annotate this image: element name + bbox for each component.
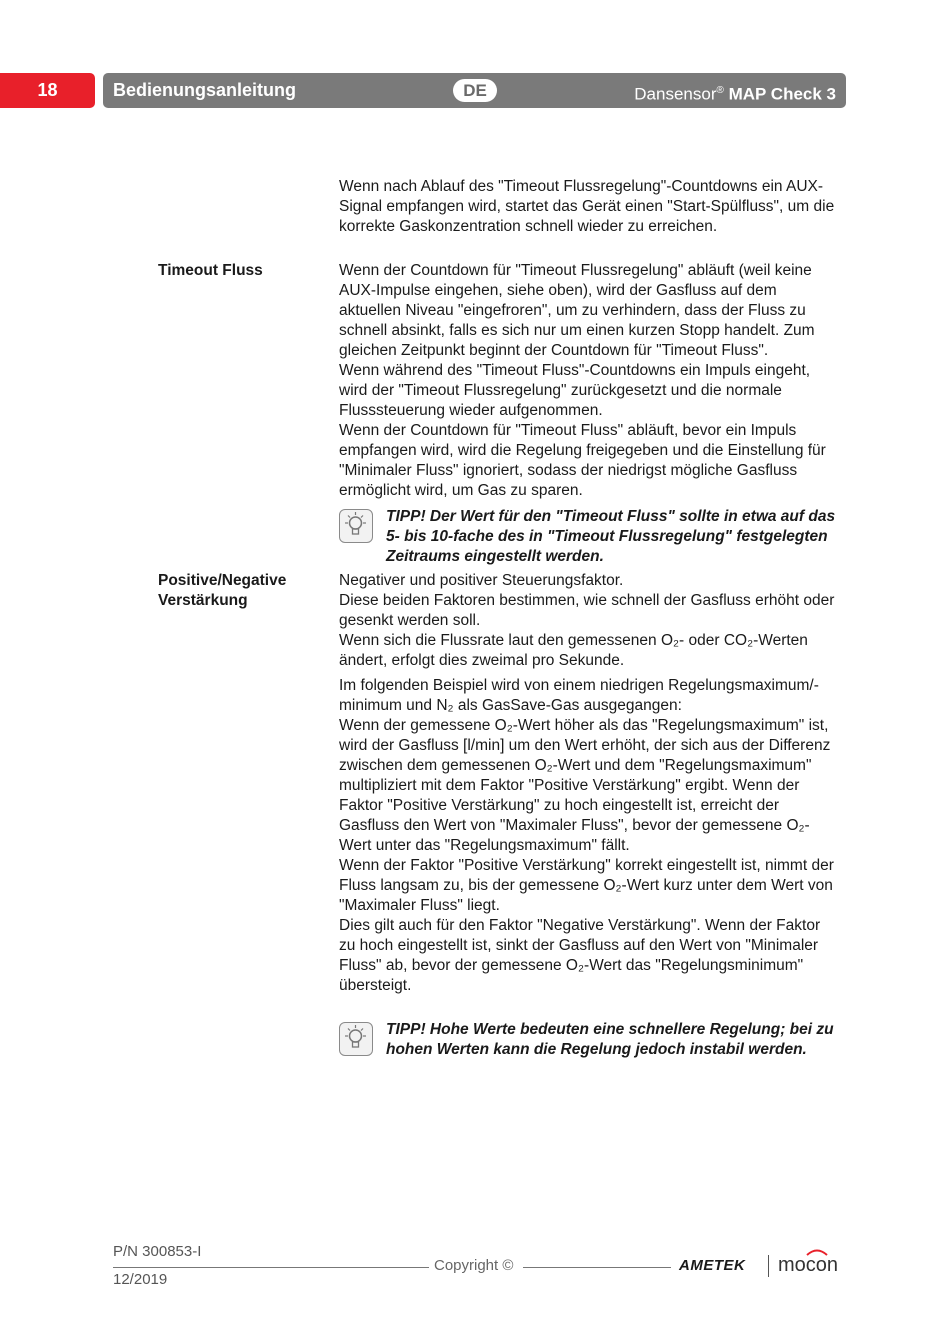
manual-title: Bedienungsanleitung: [113, 80, 297, 100]
registered-mark: ®: [716, 85, 724, 96]
gain-body: [339, 571, 839, 996]
gain-label: Positive/Negative Verstärkung: [158, 572, 287, 609]
gain-paragraph-1: Negativer und positiver Steuerungsfaktor.: [339, 572, 624, 589]
timeout-fluss-body: [339, 261, 839, 501]
ametek-logo: AMETEK: [679, 1257, 746, 1274]
logo-divider: [768, 1255, 769, 1277]
timeout-paragraph-1: Wenn der Countdown für "Timeout Flussregelung" abläuft (weil keine AUX-Impulse eingehen, siehe oben), wird der Gasfluss auf dem aktuellen Niveau "eingefroren", um zu verhindern, dass der Fluss zu schnell absinkt, falls es sich nur um einen kurzen Stopp handelt. Zum gleichen Zeitpunkt beginnt der Countdown für "Timeout Fluss".: [339, 262, 815, 359]
gain-paragraph-4: Im folgenden Beispiel wird von einem niedrigen Regelungsmaximum/-minimum und N₂ als GasSave-Gas ausgegangen:: [339, 677, 819, 714]
product-brand: Dansensor: [634, 84, 717, 104]
mocon-mark-icon: [805, 1248, 829, 1256]
copyright-text: Copyright ©: [434, 1257, 514, 1274]
gain-paragraph-7: Dies gilt auch für den Faktor "Negative Verstärkung". Wenn der Faktor zu hoch eingestellt ist, sinkt der Gasfluss auf den Wert von "Minimaler Fluss" ab, bevor der gemessene O₂-Wert das "Regelungsminimum" übersteigt.: [339, 917, 821, 994]
header-bar: [103, 73, 846, 108]
footer-divider-right: [523, 1267, 671, 1268]
page-number: 18: [0, 73, 95, 108]
gain-paragraph-5: Wenn der gemessene O₂-Wert höher als das "Regelungsmaximum" ist, wird der Gasfluss [l/min] um den Wert erhöht, der sich aus der Differenz zwischen dem gemessenen O₂-Wert und dem "Regelungsmaximum" multipliziert mit dem Faktor "Positive Verstärkung" ergibt. Wenn der Faktor "Positive Verstärkung" zu hoch eingestellt ist, erreicht der Gasfluss den Wert von "Maximaler Fluss", bevor der gemessene O₂-Wert unter das "Regelungsmaximum" fällt.: [339, 717, 831, 854]
language-badge: DE: [453, 79, 497, 102]
product-name: [634, 73, 836, 112]
intro-text: Wenn nach Ablauf des "Timeout Flussregelung"-Countdowns ein AUX-Signal empfangen wird, startet das Gerät einen "Start-Spülfluss", um die korrekte Gaskonzentration schnell wieder zu erreichen.: [339, 178, 835, 235]
mocon-logo: mocon: [778, 1254, 839, 1276]
timeout-paragraph-2: Wenn während des "Timeout Fluss"-Countdowns ein Impuls eingeht, wird der "Timeout Flussregelung" zurückgesetzt und die normale Flusssteuerung wieder aufgenommen.: [339, 362, 811, 419]
footer-divider-left: [113, 1267, 429, 1268]
tip-text-2: TIPP! Hohe Werte bedeuten eine schnellere Regelung; bei zu hohen Werten kann die Regelung jedoch instabil werden.: [386, 1021, 834, 1058]
timeout-paragraph-3: Wenn der Countdown für "Timeout Fluss" abläuft, bevor ein Impuls empfangen wird, wird die Regelung freigegeben und die Einstellung für "Minimaler Fluss" ignoriert, sodass der niedrigst mögliche Gasfluss ermöglicht wird, um Gas zu sparen.: [339, 422, 826, 499]
gain-paragraph-2: Diese beiden Faktoren bestimmen, wie schnell der Gasfluss erhöht oder gesenkt werden soll.: [339, 592, 835, 629]
tip-text-1: TIPP! Der Wert für den "Timeout Fluss" sollte in etwa auf das 5- bis 10-fache des in "Timeout Flussregelung" festgelegten Zeitraums eingestellt werden.: [386, 508, 836, 565]
product-model: MAP Check 3: [728, 84, 836, 104]
timeout-fluss-label: Timeout Fluss: [158, 262, 263, 279]
page-header: [0, 73, 846, 108]
intro-paragraph: [339, 177, 839, 237]
gain-paragraph-6: Wenn der Faktor "Positive Verstärkung" korrekt eingestellt ist, nimmt der Fluss langsam zu, bis der gemessene O₂-Wert kurz unter dem Wert von "Maximaler Fluss" liegt.: [339, 857, 834, 914]
document-date: 12/2019: [113, 1271, 168, 1288]
lightbulb-icon: [339, 1022, 373, 1056]
lightbulb-icon: [339, 509, 373, 543]
part-number: P/N 300853-I: [113, 1243, 202, 1260]
gain-paragraph-3: Wenn sich die Flussrate laut den gemessenen O₂- oder CO₂-Werten ändert, erfolgt dies zweimal pro Sekunde.: [339, 632, 808, 669]
